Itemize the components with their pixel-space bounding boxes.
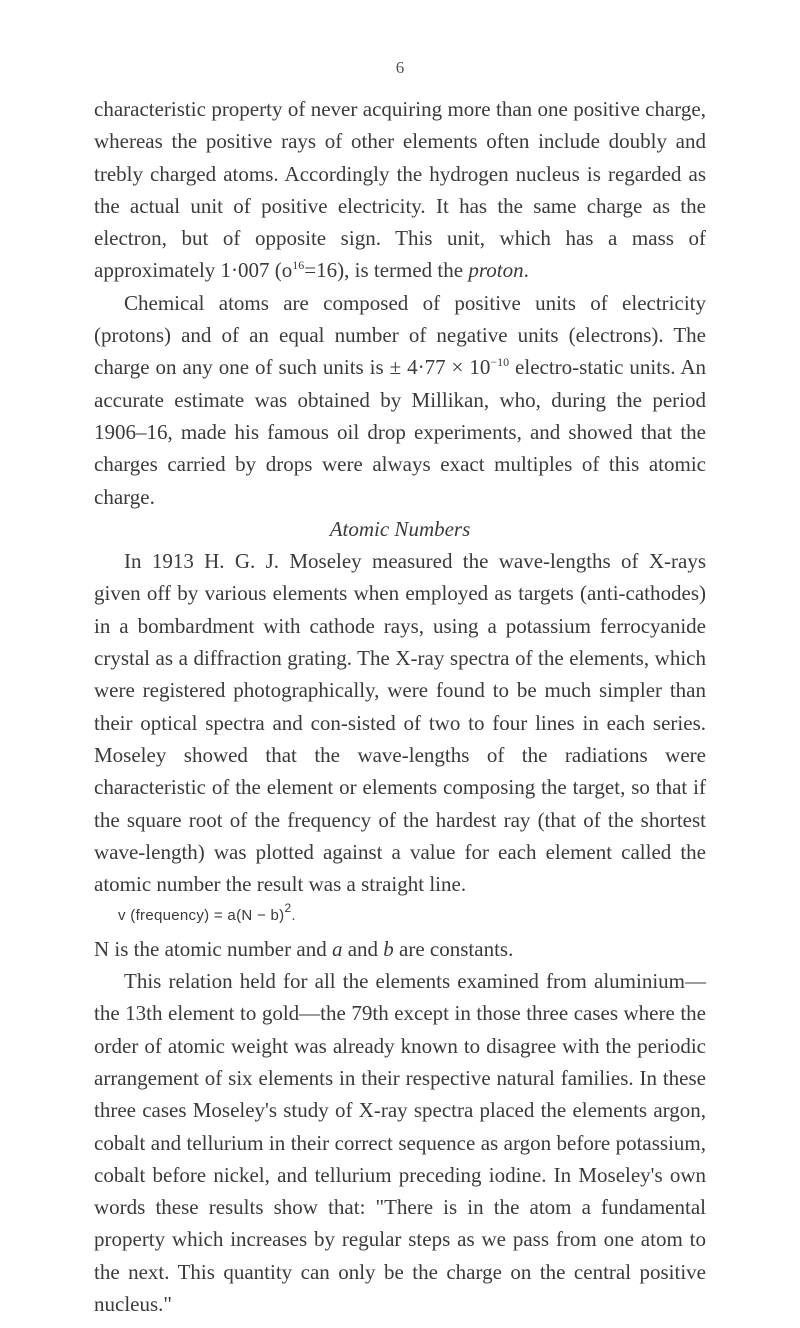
- superscript: 16: [292, 258, 305, 273]
- formula-text: v (frequency) = a(N − b): [118, 907, 285, 925]
- text-column: [94, 93, 706, 1320]
- paragraph-proton: [94, 93, 706, 287]
- section-heading: Atomic Numbers: [329, 516, 471, 541]
- text: Chemical atoms are composed of positive units of electricity (protons) and of an equal number of negative units (electrons). The charge on any one of such units is ± 4·77 × 10: [94, 290, 706, 380]
- text: N is the atomic number and: [94, 936, 332, 961]
- superscript: 2: [284, 901, 292, 916]
- page-number: 6: [395, 58, 405, 77]
- emphasis-proton: proton: [468, 258, 524, 283]
- formula: [94, 900, 706, 932]
- paragraph-relation: This relation held for all the elements examined from aluminium—the 13th element to gold—the 79th except in those three cases where the order of atomic weight was already known to disagree with the periodic arrangement of six elements in their respective natural families. In these three cases Moseley's study of X-ray spectra placed the elements argon, cobalt and tellurium in their correct sequence as argon before potassium, cobalt before nickel, and tellurium preceding iodine. In Moseley's own words these results show that: "There is in the atom a fundamental property which increases by regular steps as we pass from one atom to the next. This quantity can only be the charge on the central positive nucleus.": [94, 969, 706, 1316]
- formula-end: .: [291, 907, 296, 925]
- text: .: [523, 258, 529, 283]
- text: and: [342, 936, 384, 961]
- paragraph-constants: [94, 933, 706, 965]
- text: electro-static units. An accurate estimate was obtained by Millikan, who, during the period 1906–16, made his famous oil drop experiments, and showed that the charges carried by drops were always exact multiples of this atomic charge.: [94, 355, 706, 509]
- variable-a: a: [331, 936, 343, 961]
- paragraph-moseley: In 1913 H. G. J. Moseley measured the wave-lengths of X-rays given off by various elements when employed as targets (anti-cathodes) in a bombardment with cathode rays, using a potassium ferrocyanide crystal as a diffraction grating. The X-ray spectra of the elements, which were registered photographically, were found to be much simpler than their optical spectra and con-sisted of two to four lines in each series. Moseley showed that the wave-lengths of the radiations were characteristic of the element or elements composing the target, so that if the square root of the frequency of the hardest ray (that of the shortest wave-length) was plotted against a value for each element called the atomic number the result was a straight line.: [94, 549, 706, 897]
- paragraph-chemical-atoms: [94, 287, 706, 513]
- text: characteristic property of never acquiring more than one positive charge, whereas the positive rays of other elements often include doubly and trebly charged atoms. Accordingly the hydrogen nucleus is regarded as the actual unit of positive electricity. It has the same charge as the electron, but of opposite sign. This unit, which has a mass of approximately 1·007 (o: [94, 97, 706, 283]
- variable-b: b: [383, 936, 394, 961]
- superscript: −10: [490, 355, 510, 370]
- text: are constants.: [393, 936, 514, 961]
- text: =16), is termed the: [304, 258, 469, 283]
